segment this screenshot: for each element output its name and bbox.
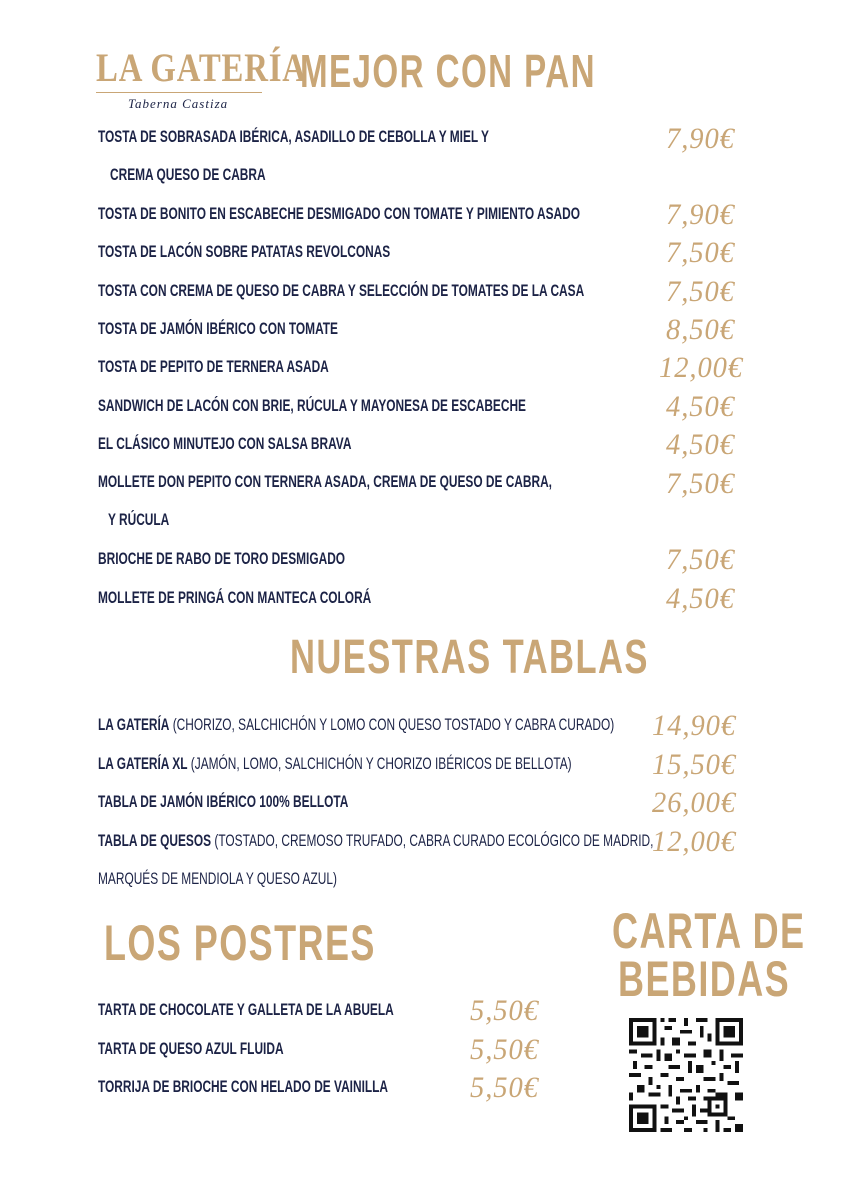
menu-item: TARTA DE QUESO AZUL FLUIDA <box>98 1039 284 1058</box>
board-description: (JAMÓN, LOMO, SALCHICHÓN Y CHORIZO IBÉRICOS DE BELLOTA) <box>187 754 572 773</box>
menu-item-price: 7,90€ <box>666 198 735 231</box>
menu-item: TOSTA DE PEPITO DE TERNERA ASADA <box>98 357 329 376</box>
menu-item: TOSTA CON CREMA DE QUESO DE CABRA Y SELECCIÓN DE TOMATES DE LA CASA <box>98 281 585 300</box>
board-description: (CHORIZO, SALCHICHÓN Y LOMO CON QUESO TOSTADO Y CABRA CURADO) <box>169 715 615 734</box>
board-name: TABLA DE JAMÓN IBÉRICO 100% BELLOTA <box>98 792 349 811</box>
board-description: MARQUÉS DE MENDIOLA Y QUESO AZUL) <box>98 869 337 888</box>
qr-code-icon[interactable] <box>629 1018 743 1132</box>
menu-item-continued <box>98 869 337 889</box>
board-name: LA GATERÍA XL <box>98 754 188 773</box>
menu-item-price: 12,00€ <box>652 825 737 858</box>
menu-item <box>98 792 348 812</box>
menu-item-continued: Y RÚCULA <box>108 510 170 529</box>
menu-item-price: 7,50€ <box>666 467 735 500</box>
menu-item-price: 5,50€ <box>470 1033 539 1066</box>
board-name: TABLA DE QUESOS <box>98 831 212 850</box>
menu-item: BRIOCHE DE RABO DE TORO DESMIGADO <box>98 549 346 568</box>
drinks-title-line2: BEBIDAS <box>618 951 791 1007</box>
menu-item <box>98 754 572 774</box>
menu-item: TOSTA DE JAMÓN IBÉRICO CON TOMATE <box>98 319 339 338</box>
menu-item-price: 4,50€ <box>666 582 735 615</box>
menu-item-price: 5,50€ <box>470 1071 539 1104</box>
menu-item <box>98 831 653 851</box>
menu-item: TOSTA DE LACÓN SOBRE PATATAS REVOLCONAS <box>98 242 391 261</box>
menu-item-price: 7,90€ <box>666 122 735 155</box>
drinks-title-line1: CARTA DE <box>612 903 806 959</box>
menu-item: TORRIJA DE BRIOCHE CON HELADO DE VAINILLA <box>98 1077 389 1096</box>
menu-item <box>98 715 614 735</box>
menu-item-price: 7,50€ <box>666 275 735 308</box>
menu-item-price: 7,50€ <box>666 543 735 576</box>
board-description: (TOSTADO, CREMOSO TRUFADO, CABRA CURADO ECOLÓGICO DE MADRID, <box>211 831 654 850</box>
menu-item-price: 26,00€ <box>652 786 737 819</box>
menu-item: SANDWICH DE LACÓN CON BRIE, RÚCULA Y MAYONESA DE ESCABECHE <box>98 396 527 415</box>
qr-code-graphic <box>629 1018 743 1132</box>
menu-item-price: 7,50€ <box>666 236 735 269</box>
menu-item-price: 8,50€ <box>666 313 735 346</box>
menu-item-price: 12,00€ <box>659 351 744 384</box>
board-name: LA GATERÍA <box>98 715 170 734</box>
menu-item-price: 5,50€ <box>470 994 539 1027</box>
logo-divider <box>96 92 262 93</box>
section-title-boards: NUESTRAS TABLAS <box>290 631 649 684</box>
menu-item-price: 4,50€ <box>666 428 735 461</box>
section-title-bread: MEJOR CON PAN <box>300 45 596 97</box>
menu-item: TOSTA DE SOBRASADA IBÉRICA, ASADILLO DE CEBOLLA Y MIEL Y <box>98 127 489 146</box>
menu-item: TOSTA DE BONITO EN ESCABECHE DESMIGADO CON TOMATE Y PIMIENTO ASADO <box>98 204 581 223</box>
menu-item-price: 15,50€ <box>652 748 737 781</box>
menu-item-price: 14,90€ <box>652 709 737 742</box>
menu-item-price: 4,50€ <box>666 390 735 423</box>
menu-item: MOLLETE DON PEPITO CON TERNERA ASADA, CREMA DE QUESO DE CABRA, <box>98 472 552 491</box>
menu-item: MOLLETE DE PRINGÁ CON MANTECA COLORÁ <box>98 588 372 607</box>
menu-item-continued: CREMA QUESO DE CABRA <box>110 165 266 184</box>
brand-logo: LA GATERÍA <box>96 45 307 90</box>
brand-tagline: Taberna Castiza <box>128 96 229 111</box>
section-title-desserts: LOS POSTRES <box>104 915 376 971</box>
menu-item: TARTA DE CHOCOLATE Y GALLETA DE LA ABUELA <box>98 1000 394 1019</box>
menu-item: EL CLÁSICO MINUTEJO CON SALSA BRAVA <box>98 434 352 453</box>
